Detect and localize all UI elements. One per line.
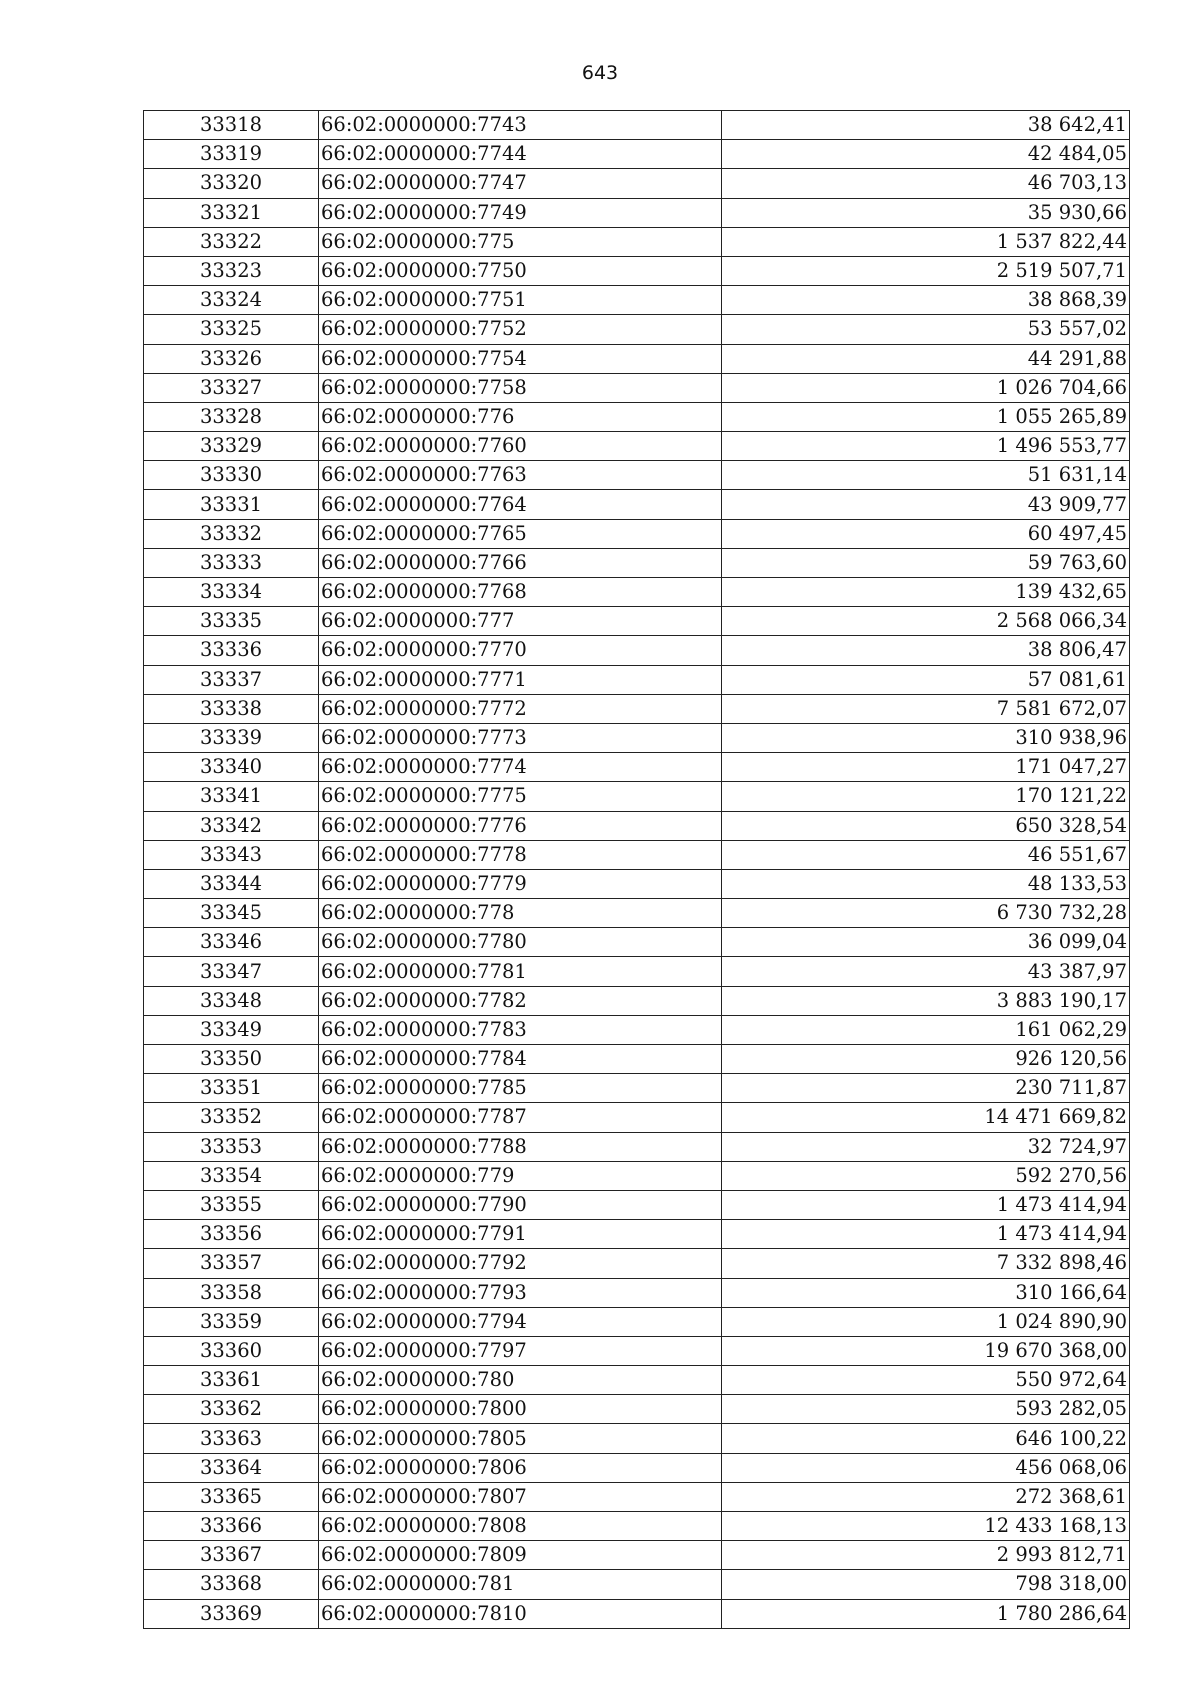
value-cell: 7 332 898,46 xyxy=(722,1249,1130,1278)
cadastral-number-cell: 66:02:0000000:781 xyxy=(319,1570,722,1599)
cadastral-number-cell: 66:02:0000000:7792 xyxy=(319,1249,722,1278)
table-row xyxy=(144,1570,1130,1599)
value-cell: 46 551,67 xyxy=(722,840,1130,869)
row-number-cell: 33329 xyxy=(144,432,319,461)
table-row xyxy=(144,1161,1130,1190)
value-cell: 60 497,45 xyxy=(722,519,1130,548)
table-row xyxy=(144,607,1130,636)
row-number-cell: 33348 xyxy=(144,986,319,1015)
table-row xyxy=(144,1045,1130,1074)
row-number-cell: 33352 xyxy=(144,1103,319,1132)
value-cell: 59 763,60 xyxy=(722,548,1130,577)
table-row xyxy=(144,402,1130,431)
row-number-cell: 33318 xyxy=(144,111,319,140)
cadastral-number-cell: 66:02:0000000:776 xyxy=(319,402,722,431)
row-number-cell: 33364 xyxy=(144,1453,319,1482)
cadastral-number-cell: 66:02:0000000:7752 xyxy=(319,315,722,344)
table-row xyxy=(144,1395,1130,1424)
cadastral-number-cell: 66:02:0000000:7780 xyxy=(319,928,722,957)
row-number-cell: 33325 xyxy=(144,315,319,344)
table-row xyxy=(144,636,1130,665)
table-row xyxy=(144,928,1130,957)
table-row xyxy=(144,1512,1130,1541)
cadastral-number-cell: 66:02:0000000:7749 xyxy=(319,198,722,227)
cadastral-number-cell: 66:02:0000000:7772 xyxy=(319,694,722,723)
row-number-cell: 33334 xyxy=(144,578,319,607)
value-cell: 650 328,54 xyxy=(722,811,1130,840)
cadastral-number-cell: 66:02:0000000:7765 xyxy=(319,519,722,548)
table-row xyxy=(144,1424,1130,1453)
table-row xyxy=(144,723,1130,752)
row-number-cell: 33326 xyxy=(144,344,319,373)
table-row xyxy=(144,1366,1130,1395)
value-cell: 592 270,56 xyxy=(722,1161,1130,1190)
table-row xyxy=(144,578,1130,607)
row-number-cell: 33369 xyxy=(144,1599,319,1628)
value-cell: 3 883 190,17 xyxy=(722,986,1130,1015)
cadastral-number-cell: 66:02:0000000:775 xyxy=(319,227,722,256)
value-cell: 6 730 732,28 xyxy=(722,899,1130,928)
cadastral-number-cell: 66:02:0000000:7747 xyxy=(319,169,722,198)
cadastral-number-cell: 66:02:0000000:7809 xyxy=(319,1541,722,1570)
cadastral-number-cell: 66:02:0000000:7785 xyxy=(319,1074,722,1103)
value-cell: 19 670 368,00 xyxy=(722,1336,1130,1365)
table-row xyxy=(144,490,1130,519)
row-number-cell: 33322 xyxy=(144,227,319,256)
table-row xyxy=(144,1541,1130,1570)
row-number-cell: 33367 xyxy=(144,1541,319,1570)
value-cell: 44 291,88 xyxy=(722,344,1130,373)
cadastral-number-cell: 66:02:0000000:7778 xyxy=(319,840,722,869)
value-cell: 1 473 414,94 xyxy=(722,1220,1130,1249)
table-row xyxy=(144,1103,1130,1132)
cadastral-number-cell: 66:02:0000000:7751 xyxy=(319,286,722,315)
value-cell: 2 568 066,34 xyxy=(722,607,1130,636)
table-row xyxy=(144,694,1130,723)
row-number-cell: 33354 xyxy=(144,1161,319,1190)
value-cell: 1 537 822,44 xyxy=(722,227,1130,256)
table-row xyxy=(144,373,1130,402)
cadastral-number-cell: 66:02:0000000:7770 xyxy=(319,636,722,665)
cadastral-number-cell: 66:02:0000000:7763 xyxy=(319,461,722,490)
cadastral-number-cell: 66:02:0000000:7768 xyxy=(319,578,722,607)
table-row xyxy=(144,899,1130,928)
table-row xyxy=(144,461,1130,490)
row-number-cell: 33349 xyxy=(144,1015,319,1044)
table-row xyxy=(144,1278,1130,1307)
row-number-cell: 33332 xyxy=(144,519,319,548)
cadastral-number-cell: 66:02:0000000:7754 xyxy=(319,344,722,373)
table-row xyxy=(144,957,1130,986)
cadastral-number-cell: 66:02:0000000:7743 xyxy=(319,111,722,140)
cadastral-number-cell: 66:02:0000000:7764 xyxy=(319,490,722,519)
cadastral-number-cell: 66:02:0000000:7806 xyxy=(319,1453,722,1482)
row-number-cell: 33341 xyxy=(144,782,319,811)
cadastral-number-cell: 66:02:0000000:7807 xyxy=(319,1482,722,1511)
table-row xyxy=(144,1190,1130,1219)
row-number-cell: 33328 xyxy=(144,402,319,431)
row-number-cell: 33356 xyxy=(144,1220,319,1249)
row-number-cell: 33335 xyxy=(144,607,319,636)
table-row xyxy=(144,1482,1130,1511)
row-number-cell: 33324 xyxy=(144,286,319,315)
cadastral-number-cell: 66:02:0000000:7773 xyxy=(319,723,722,752)
table-row xyxy=(144,1599,1130,1628)
row-number-cell: 33353 xyxy=(144,1132,319,1161)
value-cell: 310 166,64 xyxy=(722,1278,1130,1307)
table-row xyxy=(144,1074,1130,1103)
value-cell: 1 024 890,90 xyxy=(722,1307,1130,1336)
value-cell: 38 642,41 xyxy=(722,111,1130,140)
value-cell: 38 806,47 xyxy=(722,636,1130,665)
cadastral-number-cell: 66:02:0000000:779 xyxy=(319,1161,722,1190)
row-number-cell: 33333 xyxy=(144,548,319,577)
table-row xyxy=(144,986,1130,1015)
value-cell: 1 473 414,94 xyxy=(722,1190,1130,1219)
value-cell: 646 100,22 xyxy=(722,1424,1130,1453)
table-row xyxy=(144,519,1130,548)
row-number-cell: 33344 xyxy=(144,869,319,898)
value-cell: 310 938,96 xyxy=(722,723,1130,752)
row-number-cell: 33355 xyxy=(144,1190,319,1219)
cadastral-number-cell: 66:02:0000000:7771 xyxy=(319,665,722,694)
value-cell: 7 581 672,07 xyxy=(722,694,1130,723)
cadastral-number-cell: 66:02:0000000:7744 xyxy=(319,140,722,169)
row-number-cell: 33342 xyxy=(144,811,319,840)
cadastral-number-cell: 66:02:0000000:7800 xyxy=(319,1395,722,1424)
cadastral-number-cell: 66:02:0000000:7797 xyxy=(319,1336,722,1365)
table-row xyxy=(144,1015,1130,1044)
cadastral-number-cell: 66:02:0000000:7788 xyxy=(319,1132,722,1161)
row-number-cell: 33345 xyxy=(144,899,319,928)
value-cell: 46 703,13 xyxy=(722,169,1130,198)
table-row xyxy=(144,1220,1130,1249)
table-row xyxy=(144,286,1130,315)
value-cell: 1 026 704,66 xyxy=(722,373,1130,402)
value-cell: 798 318,00 xyxy=(722,1570,1130,1599)
table-row xyxy=(144,548,1130,577)
value-cell: 57 081,61 xyxy=(722,665,1130,694)
value-cell: 42 484,05 xyxy=(722,140,1130,169)
table-row xyxy=(144,256,1130,285)
cadastral-number-cell: 66:02:0000000:7774 xyxy=(319,753,722,782)
cadastral-number-cell: 66:02:0000000:7766 xyxy=(319,548,722,577)
value-cell: 170 121,22 xyxy=(722,782,1130,811)
value-cell: 43 387,97 xyxy=(722,957,1130,986)
cadastral-number-cell: 66:02:0000000:778 xyxy=(319,899,722,928)
cadastral-number-cell: 66:02:0000000:7776 xyxy=(319,811,722,840)
cadastral-number-cell: 66:02:0000000:780 xyxy=(319,1366,722,1395)
row-number-cell: 33336 xyxy=(144,636,319,665)
table-row xyxy=(144,198,1130,227)
row-number-cell: 33350 xyxy=(144,1045,319,1074)
row-number-cell: 33338 xyxy=(144,694,319,723)
table-row xyxy=(144,432,1130,461)
cadastral-number-cell: 66:02:0000000:7787 xyxy=(319,1103,722,1132)
value-cell: 32 724,97 xyxy=(722,1132,1130,1161)
row-number-cell: 33330 xyxy=(144,461,319,490)
value-cell: 1 055 265,89 xyxy=(722,402,1130,431)
row-number-cell: 33362 xyxy=(144,1395,319,1424)
value-cell: 171 047,27 xyxy=(722,753,1130,782)
value-cell: 14 471 669,82 xyxy=(722,1103,1130,1132)
cadastral-number-cell: 66:02:0000000:7783 xyxy=(319,1015,722,1044)
row-number-cell: 33343 xyxy=(144,840,319,869)
cadastral-number-cell: 66:02:0000000:7810 xyxy=(319,1599,722,1628)
row-number-cell: 33360 xyxy=(144,1336,319,1365)
row-number-cell: 33340 xyxy=(144,753,319,782)
row-number-cell: 33319 xyxy=(144,140,319,169)
table-row xyxy=(144,169,1130,198)
row-number-cell: 33357 xyxy=(144,1249,319,1278)
table-row xyxy=(144,811,1130,840)
cadastral-number-cell: 66:02:0000000:7758 xyxy=(319,373,722,402)
cadastral-number-cell: 66:02:0000000:7784 xyxy=(319,1045,722,1074)
table-row xyxy=(144,753,1130,782)
table-row xyxy=(144,140,1130,169)
cadastral-number-cell: 66:02:0000000:7808 xyxy=(319,1512,722,1541)
value-cell: 456 068,06 xyxy=(722,1453,1130,1482)
value-cell: 230 711,87 xyxy=(722,1074,1130,1103)
cadastral-number-cell: 66:02:0000000:7793 xyxy=(319,1278,722,1307)
value-cell: 1 780 286,64 xyxy=(722,1599,1130,1628)
value-cell: 12 433 168,13 xyxy=(722,1512,1130,1541)
table-row xyxy=(144,227,1130,256)
table-row xyxy=(144,869,1130,898)
row-number-cell: 33351 xyxy=(144,1074,319,1103)
cadastral-value-table xyxy=(143,110,1130,1629)
row-number-cell: 33347 xyxy=(144,957,319,986)
row-number-cell: 33337 xyxy=(144,665,319,694)
table-row xyxy=(144,1453,1130,1482)
value-cell: 272 368,61 xyxy=(722,1482,1130,1511)
cadastral-number-cell: 66:02:0000000:777 xyxy=(319,607,722,636)
cadastral-number-cell: 66:02:0000000:7775 xyxy=(319,782,722,811)
row-number-cell: 33368 xyxy=(144,1570,319,1599)
value-cell: 1 496 553,77 xyxy=(722,432,1130,461)
value-cell: 2 519 507,71 xyxy=(722,256,1130,285)
cadastral-number-cell: 66:02:0000000:7790 xyxy=(319,1190,722,1219)
cadastral-number-cell: 66:02:0000000:7805 xyxy=(319,1424,722,1453)
table-body xyxy=(144,111,1130,1629)
value-cell: 593 282,05 xyxy=(722,1395,1130,1424)
value-cell: 550 972,64 xyxy=(722,1366,1130,1395)
row-number-cell: 33339 xyxy=(144,723,319,752)
row-number-cell: 33359 xyxy=(144,1307,319,1336)
cadastral-number-cell: 66:02:0000000:7794 xyxy=(319,1307,722,1336)
table-row xyxy=(144,1249,1130,1278)
row-number-cell: 33358 xyxy=(144,1278,319,1307)
row-number-cell: 33365 xyxy=(144,1482,319,1511)
value-cell: 2 993 812,71 xyxy=(722,1541,1130,1570)
value-cell: 161 062,29 xyxy=(722,1015,1130,1044)
value-cell: 926 120,56 xyxy=(722,1045,1130,1074)
table-row xyxy=(144,1307,1130,1336)
row-number-cell: 33327 xyxy=(144,373,319,402)
row-number-cell: 33366 xyxy=(144,1512,319,1541)
row-number-cell: 33346 xyxy=(144,928,319,957)
table-row xyxy=(144,344,1130,373)
cadastral-number-cell: 66:02:0000000:7782 xyxy=(319,986,722,1015)
table-row xyxy=(144,1336,1130,1365)
table-row xyxy=(144,315,1130,344)
page-number: 643 xyxy=(581,62,619,84)
table-row xyxy=(144,782,1130,811)
cadastral-number-cell: 66:02:0000000:7781 xyxy=(319,957,722,986)
row-number-cell: 33320 xyxy=(144,169,319,198)
value-cell: 35 930,66 xyxy=(722,198,1130,227)
row-number-cell: 33321 xyxy=(144,198,319,227)
table-row xyxy=(144,840,1130,869)
value-cell: 51 631,14 xyxy=(722,461,1130,490)
row-number-cell: 33361 xyxy=(144,1366,319,1395)
cadastral-number-cell: 66:02:0000000:7750 xyxy=(319,256,722,285)
table-row xyxy=(144,111,1130,140)
value-cell: 48 133,53 xyxy=(722,869,1130,898)
cadastral-number-cell: 66:02:0000000:7779 xyxy=(319,869,722,898)
value-cell: 38 868,39 xyxy=(722,286,1130,315)
table-row xyxy=(144,665,1130,694)
table-row xyxy=(144,1132,1130,1161)
row-number-cell: 33363 xyxy=(144,1424,319,1453)
cadastral-number-cell: 66:02:0000000:7791 xyxy=(319,1220,722,1249)
row-number-cell: 33323 xyxy=(144,256,319,285)
row-number-cell: 33331 xyxy=(144,490,319,519)
cadastral-number-cell: 66:02:0000000:7760 xyxy=(319,432,722,461)
value-cell: 139 432,65 xyxy=(722,578,1130,607)
value-cell: 43 909,77 xyxy=(722,490,1130,519)
value-cell: 53 557,02 xyxy=(722,315,1130,344)
value-cell: 36 099,04 xyxy=(722,928,1130,957)
